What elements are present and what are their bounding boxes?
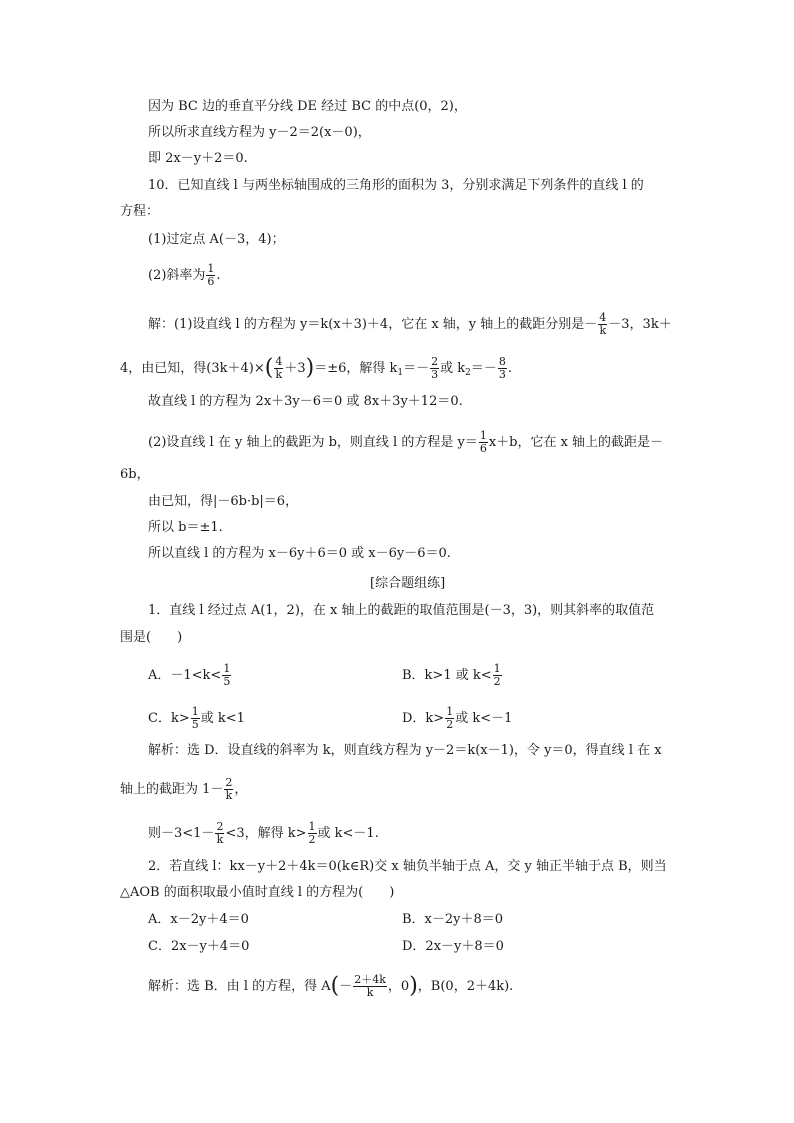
text-run: D．k> [402, 711, 445, 726]
text-run: 或 k [440, 361, 466, 376]
text-run: － [339, 979, 353, 994]
text-run: ，0 [387, 979, 410, 994]
denominator: 2 [308, 833, 316, 846]
fraction [445, 706, 454, 731]
numerator: 1 [446, 705, 454, 718]
question-1-stem: 围是( ) [120, 630, 183, 645]
text-run: A．－1<k< [148, 668, 222, 683]
numerator: 1 [207, 262, 215, 275]
text-run: 或 k<－1 [455, 711, 513, 726]
numerator: 1 [308, 820, 316, 833]
denominator: k [216, 833, 224, 846]
problem-10-stem: 10．已知直线 l 与两坐标轴围成的三角形的面积为 3，分别求满足下列条件的直线 l 的 [148, 178, 644, 193]
text-run: 则－3<1－ [148, 826, 215, 841]
solution-line [148, 821, 379, 846]
text-run: x＋b，它在 x 轴上的截距是－ [488, 435, 664, 450]
text-run: (2)斜率为 [148, 268, 206, 283]
solution-line [148, 312, 672, 337]
text-line: 即 2x－y＋2＝0. [148, 151, 248, 166]
text-run: 轴上的截距为 1－ [120, 782, 224, 797]
text-run: ＝±6，解得 k [314, 361, 398, 376]
text-run: . [216, 268, 221, 283]
denominator: 3 [498, 368, 506, 381]
paren: ) [409, 973, 418, 999]
denominator: k [599, 324, 607, 337]
question-2-stem: 2．若直线 l：kx－y＋2＋4k＝0(k∈R)交 x 轴负半轴于点 A，交 y 轴正半轴于点 B，则当 [148, 859, 667, 874]
solution-line [120, 777, 247, 802]
option-a: A．x－2y＋4＝0 [148, 912, 249, 927]
fraction [224, 777, 233, 802]
text-run: 4，由已知，得(3k＋4)× [120, 361, 265, 376]
fraction [479, 430, 488, 455]
solution-line [120, 356, 512, 382]
denominator: k [225, 789, 233, 802]
solution-line: 故直线 l 的方程为 2x＋3y－6＝0 或 8x＋3y＋12＝0. [148, 394, 463, 409]
text-run: 解：(1)设直线 l 的方程为 y＝k(x＋3)＋4，它在 x 轴，y 轴上的截距分别是－ [148, 317, 598, 332]
text-run: B．k>1 或 k< [402, 668, 492, 683]
text-run: C．k> [148, 711, 190, 726]
fraction [222, 663, 231, 688]
numerator: 4 [275, 355, 283, 368]
question-2-stem: △AOB 的面积取最小值时直线 l 的方程为( ) [120, 885, 395, 900]
numerator: 1 [493, 662, 501, 675]
paren: ( [330, 973, 340, 999]
denominator: 5 [223, 675, 231, 688]
solution-line: 6b， [120, 467, 150, 482]
denominator: 5 [191, 718, 199, 731]
denominator: 6 [479, 442, 487, 455]
numerator: 2 [216, 820, 224, 833]
numerator: 2 [225, 776, 233, 789]
paren: ) [305, 355, 315, 381]
numerator: 1 [191, 705, 199, 718]
option-c [148, 706, 245, 731]
fraction [353, 974, 387, 999]
text-run: (2)设直线 l 在 y 轴上的截距为 b，则直线 l 的方程是 y＝ [148, 435, 478, 450]
solution-line [148, 974, 513, 999]
denominator: k [275, 368, 283, 381]
option-d: D．2x－y＋8＝0 [402, 939, 504, 954]
option-a [148, 663, 232, 688]
text-run: . [507, 361, 513, 376]
numerator: 2＋4k [354, 973, 386, 986]
text-run: 或 k<1 [200, 711, 245, 726]
text-run: －3，3k＋ [608, 317, 672, 332]
denominator: 3 [431, 368, 439, 381]
text-line [148, 263, 221, 288]
numerator: 4 [599, 311, 607, 324]
numerator: 1 [223, 662, 231, 675]
numerator: 2 [431, 355, 439, 368]
fraction [430, 356, 439, 381]
solution-line: 所以直线 l 的方程为 x－6y＋6＝0 或 x－6y－6＝0. [148, 546, 451, 561]
text-line: 所以所求直线方程为 y－2＝2(x－0)， [148, 125, 371, 140]
fraction [215, 821, 224, 846]
denominator: 6 [207, 275, 215, 288]
text-run: ＝－ [403, 361, 430, 376]
option-c: C．2x－y＋4＝0 [148, 939, 250, 954]
denominator: 2 [446, 718, 454, 731]
text-line: 方程： [120, 204, 160, 219]
text-run: ， [234, 782, 248, 797]
fraction [206, 263, 215, 288]
denominator: k [366, 986, 374, 999]
text-run: 或 k<－1. [317, 826, 379, 841]
subscript: 1 [397, 368, 404, 378]
option-b: B．x－2y＋8＝0 [402, 912, 504, 927]
fraction [191, 706, 200, 731]
fraction [598, 312, 607, 337]
solution-line: 解析：选 D．设直线的斜率为 k，则直线方程为 y－2＝k(x－1)，令 y＝0，得直线 l 在 x [148, 743, 662, 758]
solution-line: 由已知，得|－6b·b|＝6， [148, 494, 299, 509]
section-header: [综合题组练] [370, 576, 446, 591]
solution-line: 所以 b＝±1. [148, 520, 223, 535]
text-run: ，B(0，2＋4k). [417, 979, 514, 994]
denominator: 2 [493, 675, 501, 688]
text-line: (1)过定点 A(－3，4)； [148, 232, 285, 247]
text-run: ＋3 [284, 361, 306, 376]
numerator: 1 [479, 429, 487, 442]
paren: ( [264, 355, 274, 381]
option-b [402, 663, 503, 688]
subscript: 2 [465, 368, 471, 378]
numerator: 8 [498, 355, 506, 368]
fraction [493, 663, 502, 688]
solution-line [148, 430, 663, 455]
text-line: 因为 BC 边的垂直平分线 DE 经过 BC 的中点(0，2)， [148, 99, 467, 114]
text-run: <3，解得 k> [225, 826, 307, 841]
fraction [308, 821, 317, 846]
fraction [274, 356, 283, 381]
text-run: 解析：选 B．由 l 的方程，得 A [148, 979, 331, 994]
text-run: ＝－ [470, 361, 497, 376]
question-1-stem: 1．直线 l 经过点 A(1，2)，在 x 轴上的截距的取值范围是(－3，3)，则其斜率的取值范 [148, 603, 655, 618]
option-d [402, 706, 512, 731]
fraction [498, 356, 507, 381]
